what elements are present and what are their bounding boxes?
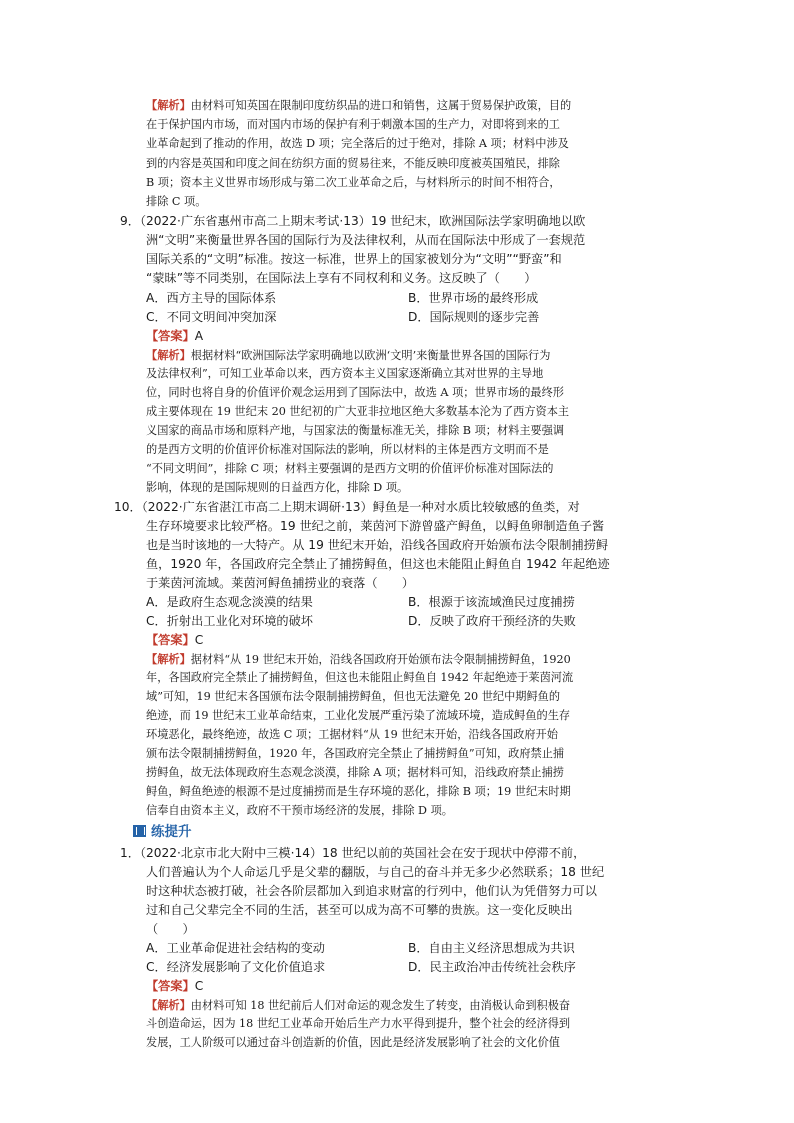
q9-analysis-line-1: 【解析】根据材料“欧洲国际法学家明确地以欧洲‘文明’来衡量世界各国的国际行为 — [146, 348, 551, 362]
q9-answer-value: A — [194, 329, 204, 343]
q10-analysis-line-9: 信奉自由资本主义，政府不干预市场经济的发展，排除 D 项。 — [146, 804, 453, 817]
q8-analysis-line-6: 排除 C 项。 — [146, 195, 207, 208]
q10-analysis-line-2: 年，各国政府完全禁止了捕捞鲟鱼，但这也未能阻止鲟鱼自 1942 年起绝迹于莱茵河流 — [146, 671, 574, 684]
q10-stem-line-2: 生存环境要求比较严格。19 世纪之前，莱茵河下游曾盛产鲟鱼，以鲟鱼卵制造鱼子酱 — [146, 519, 605, 533]
q10-analysis-line-3: 域”可知，19 世纪末各国颁布法令限制捕捞鲟鱼，但也无法避免 20 世纪中期鲟鱼的 — [146, 690, 561, 703]
q8-analysis-line-5: B 项；资本主义世界市场形成与第二次工业革命之后，与材料所示的时间不相符合， — [146, 176, 561, 189]
p1-option-a: A．工业革命促进社会结构的变动 — [146, 941, 325, 955]
p1-stem-line-3: 时这种状态被打破，社会各阶层都加入到追求财富的行列中，他们认为凭借努力可以 — [146, 884, 597, 898]
q9-option-b: B．世界市场的最终形成 — [408, 291, 539, 305]
section-heading — [133, 823, 192, 841]
q8-analysis-line-3: 业革命起到了推动的作用，故选 D 项；完全落后的过于绝对，排除 A 项；材料中涉及 — [146, 137, 569, 150]
p1-option-b: B．自由主义经济思想成为共识 — [408, 941, 575, 955]
q9-stem-line-2: 洲“文明”来衡量世界各国的国际行为及法律权利，从而在国际法中形成了一套规范 — [146, 233, 586, 247]
q9-analysis-line-2: 及法律权利”，可知工业革命以来，西方资本主义国家逐渐确立其对世界的主导地 — [146, 367, 544, 380]
q10-analysis-line-4: 绝迹，而 19 世纪末工业革命结束，工业化发展严重污染了流域环境，造成鲟鱼的生存 — [146, 709, 571, 722]
q8-analysis-line-4: 到的内容是英国和印度之间在纺织方面的贸易往来，不能反映印度被英国殖民，排除 — [146, 157, 560, 170]
q10-option-d: D．反映了政府干预经济的失败 — [408, 614, 576, 628]
q9-stem-line-1: 9．（2022·广东省惠州市高二上期末考试·13）19 世纪末，欧洲国际法学家明确地以欧 — [120, 214, 586, 228]
q9-analysis-line-3: 位，同时也将自身的价值评价观念运用到了国际法中，故选 A 项；世界市场的最终形 — [146, 386, 564, 399]
p1-stem-line-1: 1．（2022·北京市北大附中三模·14）18 世纪以前的英国社会在安于现状中停滞不前， — [120, 846, 586, 860]
q10-analysis-line-6: 颁布法令限制捕捞鲟鱼，1920 年，各国政府完全禁止了捕捞鲟鱼”可知，政府禁止捕 — [146, 747, 565, 760]
analysis-tag: 【解析】 — [146, 98, 191, 112]
q10-answer-value: C — [194, 633, 204, 647]
p1-analysis-line-3: 发展，工人阶级可以通过奋斗创造新的价值，因此是经济发展影响了社会的文化价值 — [146, 1036, 560, 1049]
q9-analysis-line-8: 影响，体现的是国际规则的日益西方化，排除 D 项。 — [146, 481, 409, 494]
p1-stem-line-2: 人们普遍认为个人命运几乎是父辈的翻版，与自己的奋斗并无多少必然联系；18 世纪 — [146, 865, 605, 879]
p1-option-d: D．民主政治冲击传统社会秩序 — [408, 960, 576, 974]
q9-answer — [146, 328, 203, 344]
q10-analysis-line-1: 【解析】据材料“从 19 世纪末开始，沿线各国政府开始颁布法令限制捕捞鲟鱼，1920 — [146, 652, 571, 666]
q10-analysis-line-7: 捞鲟鱼，故无法体现政府生态观念淡漠，排除 A 项；据材料可知，沿线政府禁止捕捞 — [146, 766, 564, 779]
analysis-tag: 【解析】 — [146, 998, 191, 1012]
q9-analysis-line-6: 的是西方文明的价值评价标准对国际法的影响，所以材料的主体是西方文明而不是 — [146, 443, 549, 456]
q9-analysis-line-5: 义国家的商品市场和原料产地，与国家法的衡量标准无关，排除 B 项；材料主要强调 — [146, 424, 565, 437]
q10-stem-line-5: 于莱茵河流域。莱茵河鲟鱼捕捞业的衰落（ ） — [146, 576, 415, 590]
q9-option-a: A．西方主导的国际体系 — [146, 291, 277, 305]
q9-analysis-line-7: “不同文明间”，排除 C 项；材料主要强调的是西方文明的价值评价标准对国际法的 — [146, 462, 554, 475]
analysis-tag: 【解析】 — [146, 652, 191, 666]
q10-stem-line-3: 也是当时该地的一大特产。从 19 世纪末开始，沿线各国政府开始颁布法令限制捕捞鲟 — [146, 538, 609, 552]
q10-stem-line-1: 10．（2022·广东省湛江市高二上期末调研·13）鲟鱼是一种对水质比较敏感的鱼类，对 — [114, 500, 580, 514]
p1-stem-line-4: 过和自己父辈完全不同的生活，甚至可以成为高不可攀的贵族。这一变化反映出 — [146, 903, 573, 917]
q9-option-c: C．不同文明间冲突加深 — [146, 310, 277, 324]
answer-tag: 【答案】 — [146, 633, 195, 647]
q10-stem-line-4: 鱼，1920 年，各国政府完全禁止了捕捞鲟鱼，但这也未能阻止鲟鱼自 1942 年起绝迹 — [146, 557, 610, 571]
q9-analysis-line-4: 成主要体现在 19 世纪末 20 世纪初的广大亚非拉地区绝大多数基本沦为了西方资本主 — [146, 405, 570, 418]
q9-stem-line-4: “蒙昧”等不同类别，在国际法上享有不同权利和义务。这反映了（ ） — [146, 271, 537, 285]
answer-tag: 【答案】 — [146, 979, 195, 993]
p1-stem-line-5: （ ） — [146, 922, 195, 936]
q10-analysis-line-8: 鲟鱼，鲟鱼绝迹的根源不是过度捕捞而是生存环境的恶化，排除 B 项；19 世纪末时期 — [146, 785, 571, 798]
q10-option-c: C．折射出工业化对环境的破坏 — [146, 614, 313, 628]
p1-answer — [146, 978, 203, 994]
q10-option-a: A．是政府生态观念淡漠的结果 — [146, 595, 313, 609]
book-icon — [133, 825, 146, 837]
p1-analysis-line-2: 斗创造命运，因为 18 世纪工业革命开始后生产力水平得到提升，整个社会的经济得到 — [146, 1017, 571, 1030]
q9-stem-line-3: 国际关系的“文明”标准。按这一标准，世界上的国家被划分为“文明”“野蛮”和 — [146, 252, 562, 266]
q8-analysis-line-2: 在于保护国内市场，而对国内市场的保护有利于刺激本国的生产力，对即将到来的工 — [146, 118, 560, 131]
q9-option-d: D．国际规则的逐步完善 — [408, 310, 540, 324]
q10-option-b: B．根源于该流域渔民过度捕捞 — [408, 595, 575, 609]
answer-tag: 【答案】 — [146, 329, 195, 343]
section-title: 练提升 — [151, 824, 192, 840]
q10-answer — [146, 632, 203, 648]
p1-option-c: C．经济发展影响了文化价值追求 — [146, 960, 326, 974]
analysis-tag: 【解析】 — [146, 348, 191, 362]
p1-answer-value: C — [194, 979, 204, 993]
q10-analysis-line-5: 环境恶化，最终绝迹，故选 C 项；工据材料“从 19 世纪末开始，沿线各国政府开始 — [146, 728, 558, 741]
p1-analysis-line-1: 【解析】由材料可知 18 世纪前后人们对命运的观念发生了转变，由消极认命到积极奋 — [146, 998, 571, 1012]
q8-analysis-line-1: 【解析】由材料可知英国在限制印度纺织品的进口和销售，这属于贸易保护政策，目的 — [146, 98, 572, 112]
